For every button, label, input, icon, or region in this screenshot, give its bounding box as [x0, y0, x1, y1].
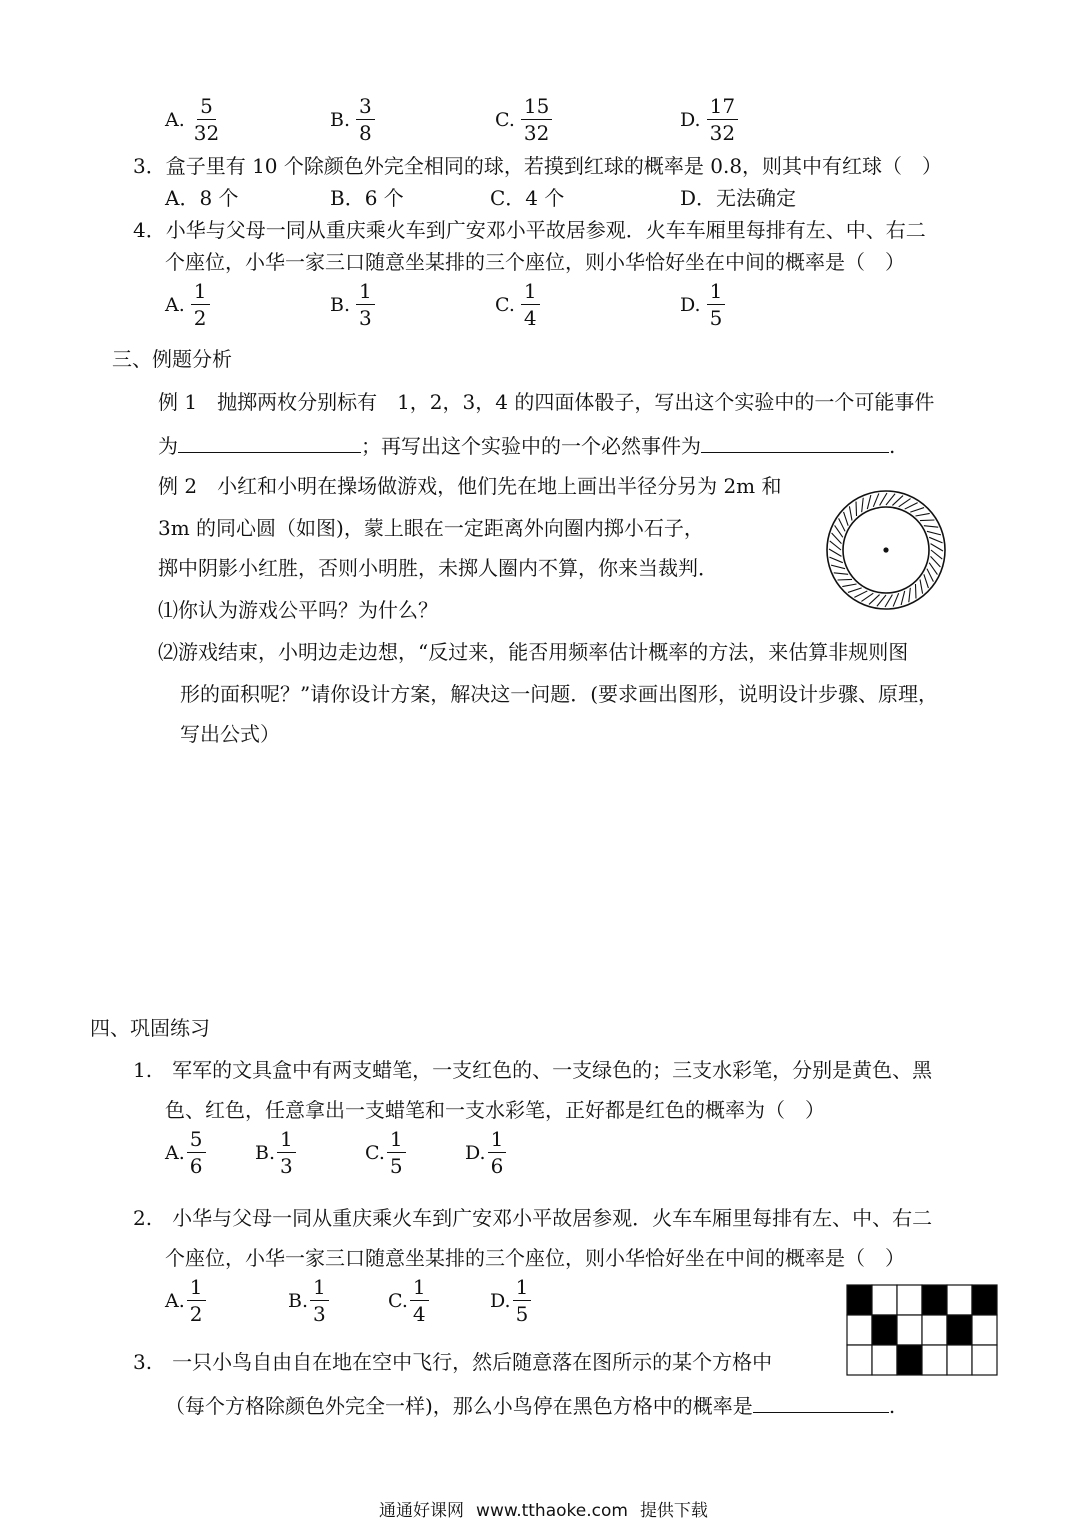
hatch-stroke — [844, 512, 849, 526]
p2-choice-c: C. $\frac{1}{4}$ — [388, 1276, 429, 1325]
hatch-stroke — [835, 525, 843, 537]
footer-url[interactable]: www.tthaoke.com — [476, 1501, 628, 1521]
fraction: $\frac{1}{2}$ — [187, 1276, 206, 1325]
fraction: $\frac{1}{4}$ — [410, 1276, 429, 1325]
question-4-line2: 个座位，小华一家三口随意坐某排的三个座位，则小华恰好坐在中间的概率是（ ） — [165, 250, 905, 274]
grid-cell-white — [872, 1285, 897, 1315]
example-1-line2: 为 ；再写出这个实验中的一个必然事件为 . — [158, 434, 896, 458]
grid-cell-white — [972, 1345, 997, 1375]
hatch-stroke — [920, 579, 923, 593]
hatch-stroke — [877, 595, 886, 606]
grid-cell-black — [872, 1315, 897, 1345]
grid-cell-black — [847, 1285, 872, 1315]
answer-blank[interactable] — [701, 432, 889, 453]
fraction: $\frac{1}{4}$ — [521, 280, 540, 329]
example-2-question-2-line1: ⑵游戏结束，小明边走边想，“反过来，能否用频率估计概率的方法，来估算非规则图 — [158, 640, 909, 664]
practice-1-line1: 1. 军军的文具盒中有两支蜡笔，一支红色的、一支绿色的；三支水彩笔，分别是黄色、黑 — [133, 1058, 933, 1082]
example-2-line3: 掷中阴影小红胜，否则小明胜，未掷人圈内不算，你来当裁判． — [158, 556, 718, 580]
hatch-stroke — [909, 588, 911, 602]
grid-cell-black — [922, 1285, 947, 1315]
hatch-stroke — [927, 531, 941, 535]
grid-cell-white — [897, 1315, 922, 1345]
fraction: $\frac{1}{5}$ — [707, 280, 726, 329]
hatch-stroke — [830, 541, 841, 550]
fraction: $\frac{1}{6}$ — [488, 1128, 507, 1177]
choice-letter: A. — [165, 108, 185, 131]
grid-cell-white — [847, 1345, 872, 1375]
fraction: $\frac{3}{8}$ — [356, 95, 375, 144]
p1-choice-d: D. $\frac{1}{6}$ — [465, 1128, 506, 1177]
fraction: $\frac{5}{32}$ — [193, 94, 220, 145]
fraction: $\frac{1}{3}$ — [356, 280, 375, 329]
hatch-stroke — [838, 579, 852, 580]
hatch-stroke — [901, 591, 905, 605]
p1-choice-c: C. $\frac{1}{5}$ — [365, 1128, 406, 1177]
hatch-stroke — [849, 506, 852, 520]
p2-choice-a: A. $\frac{1}{2}$ — [165, 1276, 206, 1325]
section-3-heading: 三、例题分析 — [112, 347, 232, 371]
question-4-line1: 4．小华与父母一同从重庆乘火车到广安邓小平故居参观．火车车厢里每排有左、中、右二 — [133, 218, 926, 242]
hatch-stroke — [924, 574, 929, 588]
hatch-stroke — [869, 595, 880, 605]
hatch-stroke — [915, 513, 929, 516]
question-3-text: 3．盒子里有 10 个除颜色外完全相同的球，若摸到红球的概率是 0.8，则其中有红球（ ） — [133, 154, 943, 178]
practice-2-line1: 2. 小华与父母一同从重庆乘火车到广安邓小平故居参观．火车车厢里每排有左、中、右二 — [133, 1206, 933, 1230]
hatch-stroke — [931, 556, 941, 567]
q4-choice-d: D. $\frac{1}{5}$ — [680, 280, 725, 329]
hatch-stroke — [862, 498, 864, 512]
q3-option-a: A．8 个 — [165, 186, 239, 210]
grid-cell-black — [972, 1285, 997, 1315]
top-choice-a — [165, 95, 222, 144]
hatch-stroke — [834, 573, 848, 575]
grid-cell-white — [897, 1285, 922, 1315]
hatch-stroke — [915, 584, 916, 598]
example-2-line2: 3m 的同心圆（如图)，蒙上眼在一定距离外向圈内掷小石子， — [158, 516, 704, 540]
q3-option-b: B．6 个 — [330, 186, 404, 210]
grid-cell-white — [972, 1315, 997, 1345]
hatch-stroke — [867, 495, 871, 509]
practice-3-line2: （每个方格除颜色外完全一样)，那么小鸟停在黑色方格中的概率是 . — [165, 1394, 896, 1418]
practice-2-line2: 个座位，小华一家三口随意坐某排的三个座位，则小华恰好坐在中间的概率是（ ） — [165, 1246, 905, 1270]
top-choice-b: B. $\frac{3}{8}$ — [330, 95, 375, 144]
hatch-stroke — [924, 526, 938, 528]
grid-cell-white — [847, 1315, 872, 1345]
grid-cell-white — [922, 1315, 947, 1345]
fraction: $\frac{5}{6}$ — [187, 1128, 206, 1177]
fraction: $\frac{1}{5}$ — [387, 1128, 406, 1177]
concentric-circles-figure — [824, 488, 948, 612]
grid-cell-black — [897, 1345, 922, 1375]
example-2-question-2-line3: 写出公式） — [180, 722, 280, 746]
example-2-line1: 例 2 小红和小明在操场做游戏，他们先在地上画出半径分另为 2m 和 — [158, 474, 782, 498]
q3-option-c: C．4 个 — [490, 186, 565, 210]
top-choice-d: D. $\frac{17}{32}$ — [680, 95, 738, 144]
hatch-stroke — [829, 549, 841, 556]
footer-suffix: 提供下载 — [639, 1501, 708, 1521]
fraction: $\frac{1}{2}$ — [191, 280, 210, 329]
grid-cell-white — [872, 1345, 897, 1375]
fraction: $\frac{15}{32}$ — [521, 95, 552, 144]
grid-cell-white — [922, 1345, 947, 1375]
hatch-stroke — [931, 544, 943, 551]
practice-3-line1: 3. 一只小鸟自由自在地在空中飞行，然后随意落在图所示的某个方格中 — [133, 1350, 773, 1374]
hatch-stroke — [854, 591, 867, 597]
grid-cell-white — [947, 1285, 972, 1315]
hatch-stroke — [885, 595, 892, 607]
hatch-stroke — [831, 565, 845, 569]
hatch-stroke — [886, 494, 895, 505]
answer-blank[interactable] — [178, 432, 361, 453]
fraction: $\frac{1}{3}$ — [310, 1276, 329, 1325]
page-footer — [0, 1496, 1087, 1521]
p1-choice-a: A. $\frac{5}{6}$ — [165, 1128, 206, 1177]
practice-1-line2: 色、红色，任意拿出一支蜡笔和一支水彩笔，正好都是红色的概率为（ ） — [165, 1098, 825, 1122]
hatch-stroke — [861, 593, 873, 601]
q4-choice-a: A. $\frac{1}{2}$ — [165, 280, 210, 329]
hatch-stroke — [929, 537, 942, 543]
hatch-stroke — [880, 493, 887, 505]
hatch-stroke — [829, 557, 842, 563]
hatch-stroke — [929, 563, 937, 575]
p2-choice-d: D. $\frac{1}{5}$ — [490, 1276, 531, 1325]
fraction: $\frac{1}{3}$ — [277, 1128, 296, 1177]
footer-site-name: 通通好课网 — [379, 1501, 465, 1521]
example-2-question-2-line2: 形的面积呢？”请你设计方案，解决这一问题．(要求画出图形，说明设计步骤、原理， — [180, 682, 939, 706]
example-1-line1: 例 1 抛掷两枚分别标有 1，2，3，4 的四面体骰子，写出这个实验中的一个可能事件 — [158, 390, 935, 414]
hatch-stroke — [873, 493, 879, 506]
hatch-stroke — [842, 584, 856, 587]
grid-cell-white — [947, 1345, 972, 1375]
hatch-stroke — [899, 499, 911, 507]
q4-choice-b: B. $\frac{1}{3}$ — [330, 280, 375, 329]
fraction: $\frac{17}{32}$ — [707, 95, 738, 144]
q3-option-d: D．无法确定 — [680, 186, 797, 210]
hatch-stroke — [892, 496, 903, 506]
hatch-stroke — [856, 502, 857, 516]
answer-blank[interactable] — [753, 1392, 889, 1413]
top-choice-c: C. $\frac{15}{32}$ — [495, 95, 552, 144]
hatch-stroke — [927, 569, 933, 582]
p1-choice-b: B. $\frac{1}{3}$ — [255, 1128, 296, 1177]
example-2-question-1: ⑴你认为游戏公平吗？为什么？ — [158, 598, 438, 622]
hatch-stroke — [893, 593, 899, 606]
checker-grid-figure — [846, 1284, 998, 1376]
hatch-stroke — [931, 550, 942, 559]
hatch-stroke — [920, 520, 934, 521]
grid-cell-black — [947, 1315, 972, 1345]
fraction: $\frac{1}{5}$ — [513, 1276, 532, 1325]
p2-choice-b: B. $\frac{1}{3}$ — [288, 1276, 329, 1325]
section-4-heading: 四、巩固练习 — [90, 1016, 210, 1040]
hatch-stroke — [905, 503, 918, 509]
hatch-stroke — [839, 518, 845, 531]
hatch-stroke — [848, 588, 862, 593]
q4-choice-c: C. $\frac{1}{4}$ — [495, 280, 540, 329]
hatch-stroke — [832, 533, 842, 544]
hatch-stroke — [910, 508, 924, 513]
